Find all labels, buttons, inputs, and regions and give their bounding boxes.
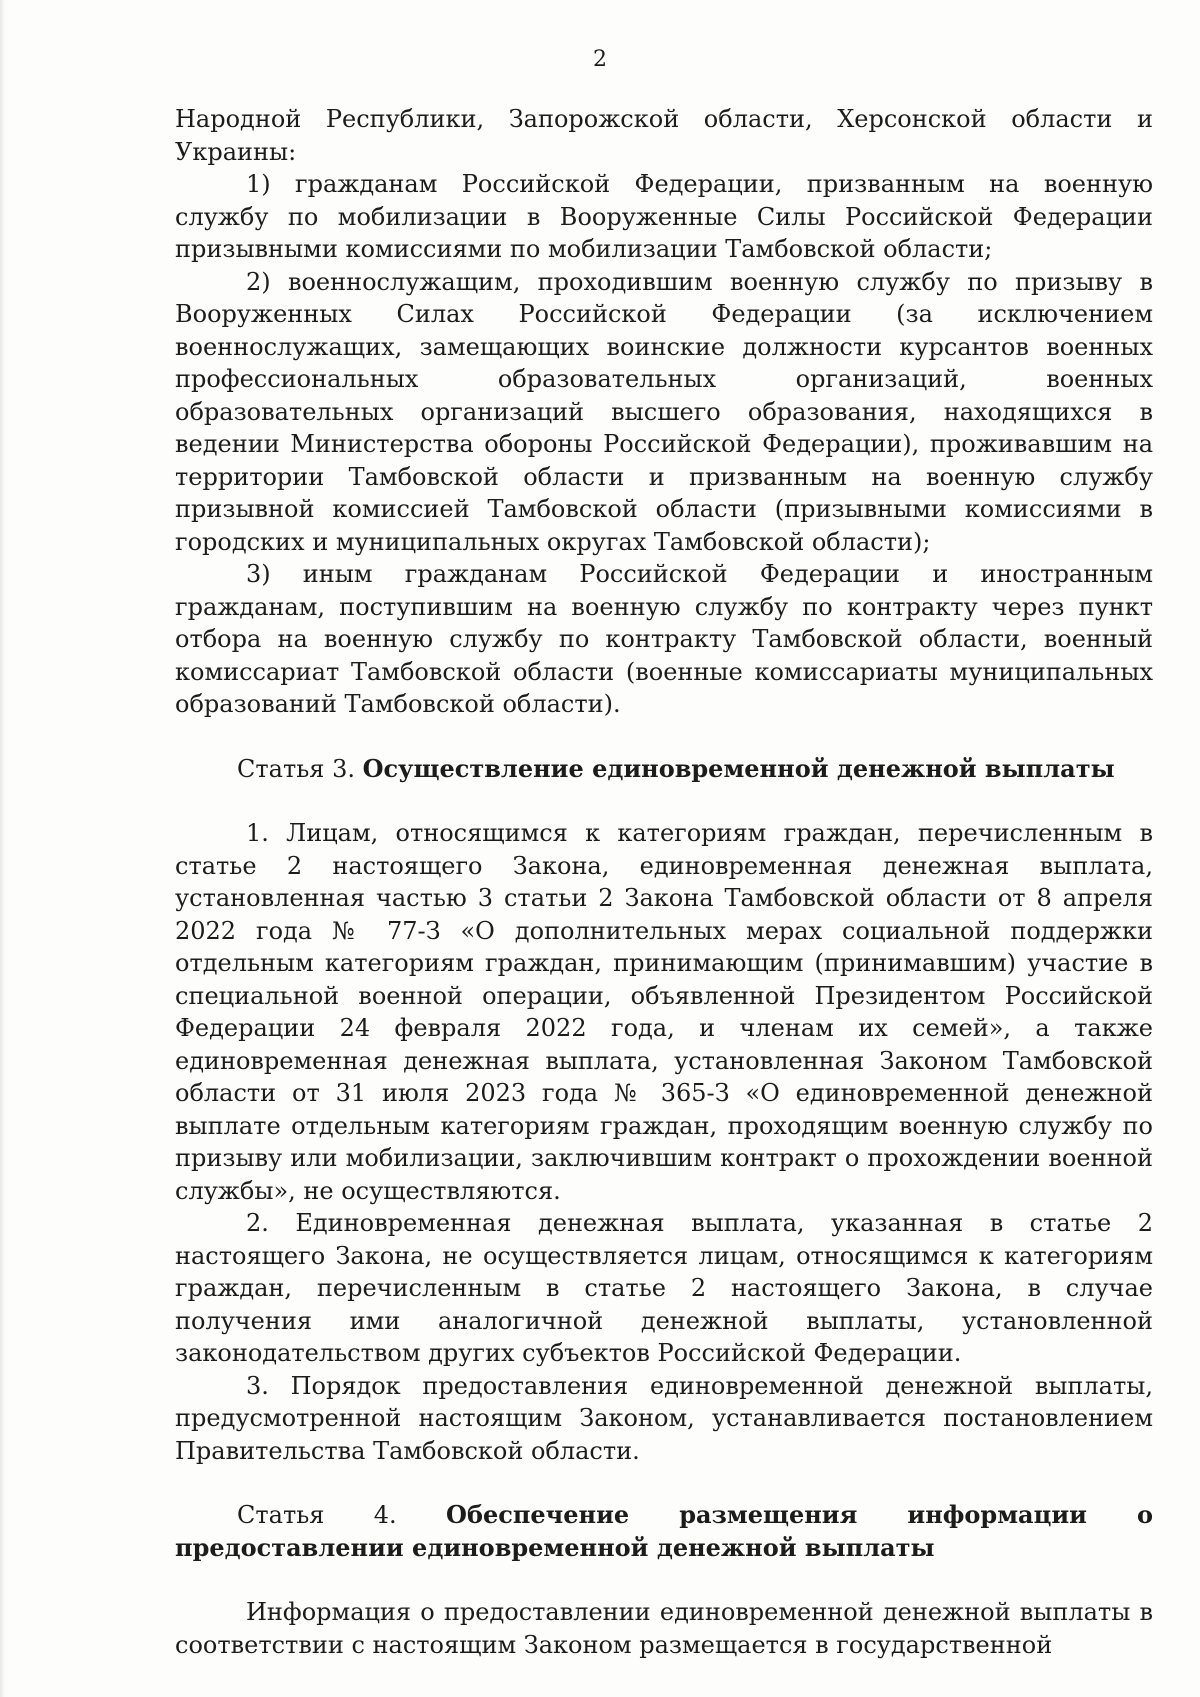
article2-item-1: 1) гражданам Российской Федерации, призванным на военную службу по мобилизации в Вооруженные Силы Российской Федерации призывными комиссиями по мобилизации Тамбовской области; (175, 170, 1153, 263)
page-number: 2 (593, 47, 607, 72)
article4-heading (175, 1499, 1153, 1564)
article4-paragraph-1: Информация о предоставлении единовременной денежной выплаты в соответствии с настоящим Законом размещается в государственной (175, 1598, 1153, 1659)
article4-title: Обеспечение размещения информации о предоставлении единовременной денежной выплаты (175, 1500, 1154, 1562)
article2-item-2: 2) военнослужащим, проходившим военную службу по призыву в Вооруженных Силах Российской Федерации (за исключением военнослужащих, замещающих воинские должности курсантов военных профессиональных образовательных организаций, военных образовательных организаций высшего образования, находящихся в ведении Министерства обороны Российской Федерации), проживавшим на территории Тамбовской области и призванным на военную службу призывной комиссией Тамбовской области (призывными комиссиями в городских и муниципальных округах Тамбовской области); (175, 267, 1153, 556)
scan-edge-shadow (0, 0, 5, 1697)
article3-paragraph-3: 3. Порядок предоставления единовременной денежной выплаты, предусмотренной настоящим Законом, устанавливается постановлением Правительства Тамбовской области. (175, 1371, 1153, 1465)
article2-item-3: 3) иным гражданам Российской Федерации и иностранным гражданам, поступившим на военную службу по контракту через пункт отбора на военную службу по контракту Тамбовской области, военный комиссариат Тамбовской области (военные комиссариаты муниципальных образований Тамбовской области). (175, 560, 1153, 718)
article4-label: Статья 4. (237, 1501, 397, 1529)
document-body (175, 103, 1153, 1661)
article3-paragraph-2: 2. Единовременная денежная выплата, указанная в статье 2 настоящего Закона, не осуществляется лицам, относящимся к категориям граждан, перечисленным в статье 2 настоящего Закона, в случае получения ими аналогичной денежной выплаты, установленной законодательством других субъектов Российской Федерации. (175, 1209, 1153, 1367)
intro-continuation: Народной Республики, Запорожской области, Херсонской области и Украины: (175, 105, 1153, 166)
article3-paragraph-1: 1. Лицам, относящимся к категориям граждан, перечисленным в статье 2 настоящего Закона, единовременная денежная выплата, установленная частью 3 статьи 2 Закона Тамбовской области от 8 апреля 2022 года № 77-З «О дополнительных мерах социальной поддержки отдельным категориям граждан, принимающим (принимавшим) участие в специальной военной операции, объявленной Президентом Российской Федерации 24 февраля 2022 года, и членам их семей», а также единовременная денежная выплата, установленная Законом Тамбовской области от 31 июля 2023 года № 365-З «О единовременной денежной выплате отдельным категориям граждан, проходящим военную службу по призыву или мобилизации, заключившим контракт о прохождении военной службы», не осуществляются. (175, 819, 1153, 1205)
article3-label: Статья 3. (237, 754, 355, 783)
article3-heading (175, 753, 1153, 786)
article3-title: Осуществление единовременной денежной выплаты (362, 753, 1115, 783)
